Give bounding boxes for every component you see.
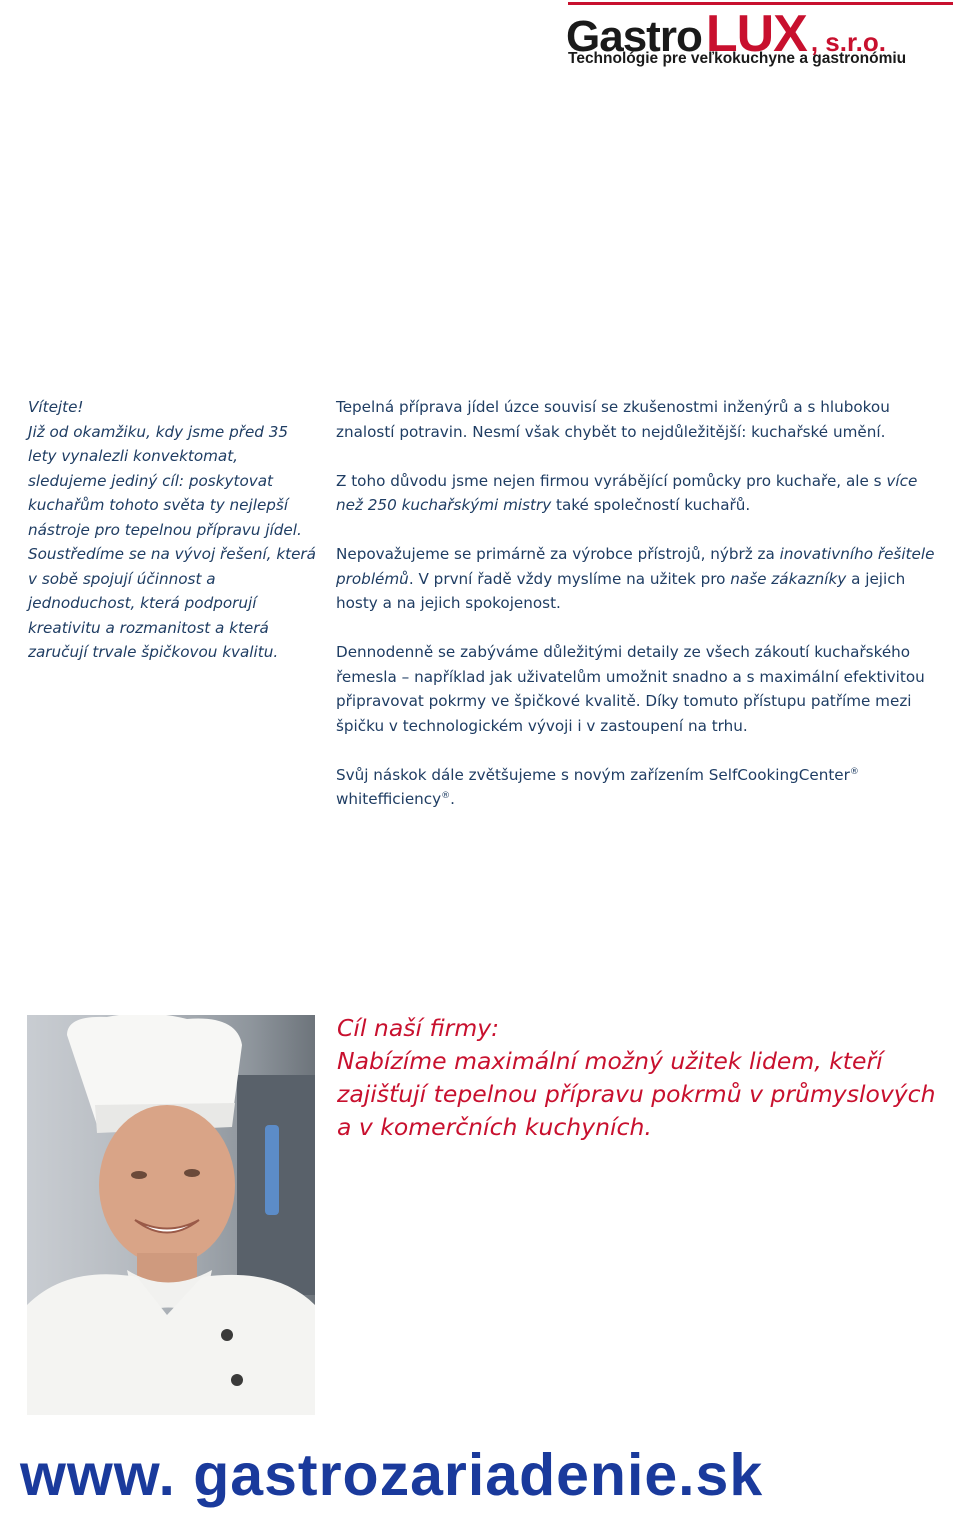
body-paragraph-4: Dennodenně se zabýváme důležitými detaily ze všech zákoutí kuchařského řemesla – například jak uživatelům umožnit snadno a s maximální efektivitou připravovat pokrmy ve špičkové kvalitě. Díky tomuto přístupu patříme mezi špičku v technologickém vývoji i v zastoupení na trhu. xyxy=(336,643,925,735)
chef-eye-right xyxy=(184,1169,200,1177)
p2-text-b: také společností kuchařů. xyxy=(551,496,751,514)
chef-photo xyxy=(27,1015,315,1415)
p2-emphasis: více než 250 kuchařskými mistry xyxy=(336,471,918,514)
intro-greeting: Vítejte! xyxy=(28,398,84,416)
chef-eye-left xyxy=(131,1171,147,1179)
registered-mark-1: ® xyxy=(849,766,859,777)
body-paragraph-2 xyxy=(336,469,936,518)
logo-name-suffix: , s.r.o. xyxy=(810,27,886,57)
p5-text-b: whitefficiency xyxy=(336,790,442,808)
logo-tagline: Technológie pre veľkokuchyne a gastronómiu xyxy=(568,50,907,67)
body-column xyxy=(336,395,936,836)
chef-illustration xyxy=(27,1015,315,1415)
chef-neck xyxy=(137,1253,197,1283)
logo-name-part2: LUX xyxy=(705,5,807,63)
intro-column xyxy=(28,395,318,665)
oven-panel xyxy=(265,1125,279,1215)
jacket-button-1 xyxy=(221,1329,233,1341)
logo-name-part1: Gastro xyxy=(566,12,702,61)
goal-text: Nabízíme maximální možný užitek lidem, kteří zajišťují tepelnou přípravu pokrmů v průmyslových a v komerčních kuchyních. xyxy=(337,1047,936,1141)
body-paragraph-3 xyxy=(336,542,936,616)
company-goal xyxy=(337,1012,937,1144)
p2-text-a: Z toho důvodu jsme nejen firmou vyrábějící pomůcky pro kuchaře, ale s xyxy=(336,471,887,490)
body-paragraph-1: Tepelná příprava jídel úzce souvisí se zkušenostmi inženýrů a s hlubokou znalostí potravin. Nesmí však chybět to nejdůležitější: kuchařské umění. xyxy=(336,398,890,441)
goal-heading: Cíl naší firmy: xyxy=(337,1014,500,1042)
intro-text: Již od okamžiku, kdy jsme před 35 lety vynalezli konvektomat, sledujeme jediný cíl: poskytovat kuchařům tohoto světa ty nejlepší nástroje pro tepelnou přípravu jídel. Soustředíme se na vývoj řešení, která v sobě spojují účinnost a jednoduchost, která podporují kreativitu a rozmanitost a která zaručují trvale špičkovou kvalitu. xyxy=(28,422,316,661)
p5-text-c: . xyxy=(450,790,455,808)
body-paragraph-5 xyxy=(336,763,936,812)
p3-text-a: Nepovažujeme se primárně za výrobce přístrojů, nýbrž za xyxy=(336,545,780,563)
jacket-button-2 xyxy=(231,1374,243,1386)
p5-text-a: Svůj náskok dále zvětšujeme s novým zařízením SelfCookingCenter xyxy=(336,765,850,784)
p3-text-c: a jejich hosty a na jejich spokojenost. xyxy=(336,569,906,612)
registered-mark-2: ® xyxy=(441,790,451,801)
chef-face xyxy=(99,1105,235,1265)
p3-text-b: . V první řadě vždy myslíme na užitek pro xyxy=(408,569,731,588)
p3-emphasis-2: naše zákazníky xyxy=(730,569,847,588)
company-logo xyxy=(566,0,956,70)
website-url[interactable]: www. gastrozariadenie.sk xyxy=(20,1442,764,1508)
p3-emphasis-1: inovativního řešitele problémů xyxy=(336,545,935,588)
